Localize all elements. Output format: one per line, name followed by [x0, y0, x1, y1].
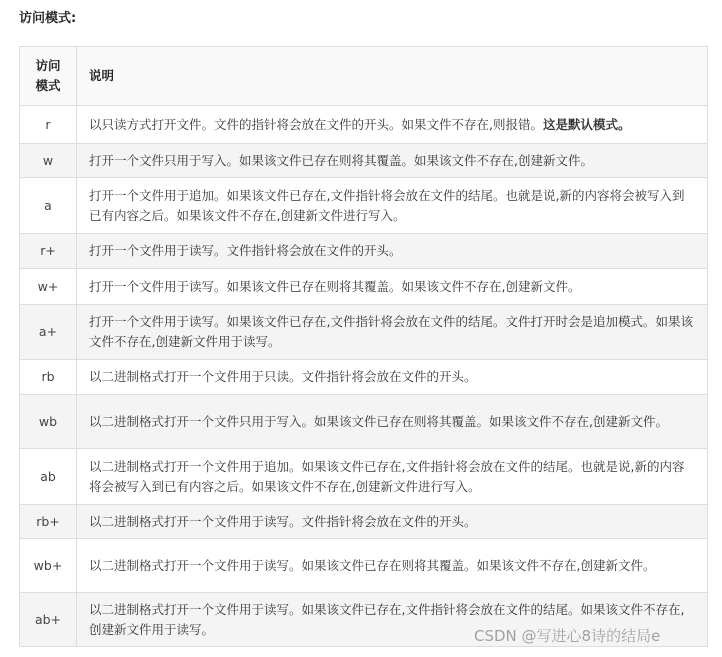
- description-text: 以只读方式打开文件。文件的指针将会放在文件的开头。如果文件不存在,则报错。: [89, 116, 543, 132]
- table-header-row: [20, 47, 708, 106]
- access-mode-table: [19, 46, 708, 647]
- description-cell: 以二进制格式打开一个文件用于读写。如果该文件已存在则将其覆盖。如果该文件不存在,创建新文件。: [77, 539, 708, 593]
- table-row: [20, 305, 708, 360]
- mode-cell: r: [20, 106, 77, 144]
- mode-cell: ab+: [20, 593, 77, 647]
- mode-cell: wb+: [20, 539, 77, 593]
- mode-header-line2: 模式: [35, 78, 61, 93]
- table-row: [20, 106, 708, 144]
- description-cell: [77, 106, 708, 144]
- mode-cell: rb: [20, 360, 77, 395]
- description-cell: 以二进制格式打开一个文件用于只读。文件指针将会放在文件的开头。: [77, 360, 708, 395]
- description-cell: 以二进制格式打开一个文件只用于写入。如果该文件已存在则将其覆盖。如果该文件不存在,创建新文件。: [77, 395, 708, 449]
- table-row: [20, 144, 708, 178]
- mode-cell: w+: [20, 269, 77, 305]
- table-row: [20, 360, 708, 395]
- description-cell: 打开一个文件用于读写。如果该文件已存在,文件指针将会放在文件的结尾。文件打开时会是追加模式。如果该文件不存在,创建新文件用于读写。: [77, 305, 708, 360]
- description-cell: 打开一个文件用于读写。文件指针将会放在文件的开头。: [77, 234, 708, 269]
- csdn-watermark: CSDN @写进心8诗的结局e: [474, 627, 661, 645]
- description-cell: 打开一个文件用于追加。如果该文件已存在,文件指针将会放在文件的结尾。也就是说,新的内容将会被写入到已有内容之后。如果该文件不存在,创建新文件进行写入。: [77, 178, 708, 234]
- table-row: [20, 178, 708, 234]
- default-mode-note: 这是默认模式。: [542, 116, 631, 132]
- description-cell: 以二进制格式打开一个文件用于追加。如果该文件已存在,文件指针将会放在文件的结尾。也就是说,新的内容将会被写入到已有内容之后。如果该文件不存在,创建新文件进行写入。: [77, 449, 708, 505]
- mode-cell: w: [20, 144, 77, 178]
- mode-header-line1: 访问: [35, 58, 61, 73]
- description-cell: 打开一个文件只用于写入。如果该文件已存在则将其覆盖。如果该文件不存在,创建新文件。: [77, 144, 708, 178]
- mode-cell: ab: [20, 449, 77, 505]
- table-row: [20, 269, 708, 305]
- table-row: [20, 505, 708, 539]
- table-row: [20, 449, 708, 505]
- table-row: [20, 234, 708, 269]
- mode-cell: rb+: [20, 505, 77, 539]
- description-cell: 以二进制格式打开一个文件用于读写。文件指针将会放在文件的开头。: [77, 505, 708, 539]
- description-cell: 打开一个文件用于读写。如果该文件已存在则将其覆盖。如果该文件不存在,创建新文件。: [77, 269, 708, 305]
- table-row: [20, 539, 708, 593]
- mode-column-header: [20, 47, 77, 106]
- description-cell: 以二进制格式打开一个文件用于读写。如果该文件已存在,文件指针将会放在文件的结尾。如果该文件不存在,创建新文件用于读写。: [77, 593, 708, 647]
- section-heading: 访问模式:: [19, 11, 77, 26]
- mode-cell: r+: [20, 234, 77, 269]
- table-row: [20, 395, 708, 449]
- mode-cell: a: [20, 178, 77, 234]
- description-column-header: 说明: [77, 47, 708, 106]
- mode-cell: wb: [20, 395, 77, 449]
- mode-cell: a+: [20, 305, 77, 360]
